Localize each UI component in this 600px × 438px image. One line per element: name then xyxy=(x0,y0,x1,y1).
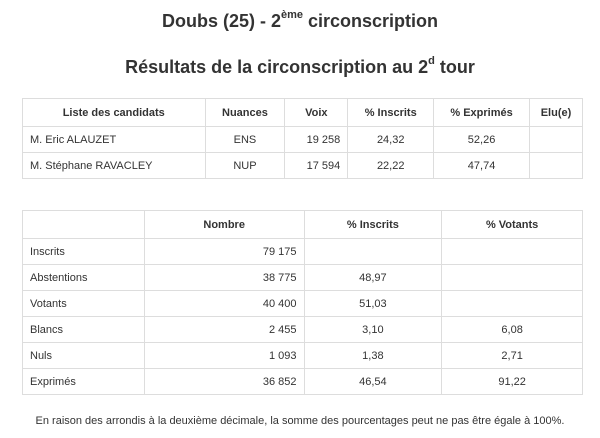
stat-nombre: 79 175 xyxy=(144,239,304,265)
column-header-pct-inscrits: % Inscrits xyxy=(304,211,442,239)
stat-nombre: 38 775 xyxy=(144,265,304,291)
rounding-note: En raison des arrondis à la deuxième décimale, la somme des pourcentages peut ne pas être égale à 100%. xyxy=(35,415,565,427)
table-row xyxy=(23,127,583,153)
stat-pct-inscrits: 3,10 xyxy=(304,317,442,343)
table-row xyxy=(23,343,583,369)
candidate-pct-inscrits: 24,32 xyxy=(348,127,434,153)
title-superscript: ème xyxy=(280,9,303,21)
title-text: Doubs (25) - 2 xyxy=(161,11,281,31)
stat-label: Votants xyxy=(23,291,145,317)
stat-label: Abstentions xyxy=(23,265,145,291)
column-header-nombre: Nombre xyxy=(144,211,304,239)
candidates-results-table xyxy=(22,98,583,179)
subtitle-superscript: d xyxy=(428,55,435,67)
candidate-name: M. Stéphane RAVACLEY xyxy=(23,153,206,179)
candidate-name: M. Eric ALAUZET xyxy=(23,127,206,153)
candidate-voix: 17 594 xyxy=(285,153,348,179)
stat-nombre: 40 400 xyxy=(144,291,304,317)
table-row xyxy=(23,239,583,265)
page-title xyxy=(0,11,600,32)
stat-pct-inscrits: 51,03 xyxy=(304,291,442,317)
table-header-row xyxy=(23,99,583,127)
candidate-elu xyxy=(529,153,582,179)
table-row xyxy=(23,153,583,179)
stat-pct-votants: 6,08 xyxy=(442,317,583,343)
candidate-nuance: ENS xyxy=(205,127,285,153)
page-subtitle xyxy=(0,57,600,78)
stat-pct-votants xyxy=(442,291,583,317)
stat-pct-inscrits: 48,97 xyxy=(304,265,442,291)
stat-nombre: 2 455 xyxy=(144,317,304,343)
stat-label: Blancs xyxy=(23,317,145,343)
column-header-candidates: Liste des candidats xyxy=(23,99,206,127)
candidate-pct-inscrits: 22,22 xyxy=(348,153,434,179)
stat-pct-inscrits xyxy=(304,239,442,265)
column-header-pct-votants: % Votants xyxy=(442,211,583,239)
table-row xyxy=(23,369,583,395)
column-header-nuances: Nuances xyxy=(205,99,285,127)
column-header-voix: Voix xyxy=(285,99,348,127)
stat-label: Inscrits xyxy=(23,239,145,265)
candidate-nuance: NUP xyxy=(205,153,285,179)
table-row xyxy=(23,317,583,343)
table-row xyxy=(23,291,583,317)
column-header-pct-exprimes: % Exprimés xyxy=(434,99,530,127)
stat-pct-votants xyxy=(442,239,583,265)
title-text-rest: circonscription xyxy=(303,11,439,31)
column-header-pct-inscrits: % Inscrits xyxy=(348,99,434,127)
stat-pct-votants: 2,71 xyxy=(442,343,583,369)
column-header-elu: Elu(e) xyxy=(529,99,582,127)
stat-pct-votants xyxy=(442,265,583,291)
subtitle-text-rest: tour xyxy=(434,57,475,77)
candidate-voix: 19 258 xyxy=(285,127,348,153)
stat-label: Nuls xyxy=(23,343,145,369)
candidate-elu xyxy=(529,127,582,153)
stat-nombre: 36 852 xyxy=(144,369,304,395)
subtitle-text: Résultats de la circonscription au 2 xyxy=(125,57,429,77)
column-header-label xyxy=(23,211,145,239)
stat-pct-votants: 91,22 xyxy=(442,369,583,395)
stat-pct-inscrits: 46,54 xyxy=(304,369,442,395)
participation-stats-table xyxy=(22,210,583,395)
candidate-pct-exprimes: 47,74 xyxy=(434,153,530,179)
stat-pct-inscrits: 1,38 xyxy=(304,343,442,369)
stat-nombre: 1 093 xyxy=(144,343,304,369)
stat-label: Exprimés xyxy=(23,369,145,395)
table-header-row xyxy=(23,211,583,239)
table-row xyxy=(23,265,583,291)
candidate-pct-exprimes: 52,26 xyxy=(434,127,530,153)
